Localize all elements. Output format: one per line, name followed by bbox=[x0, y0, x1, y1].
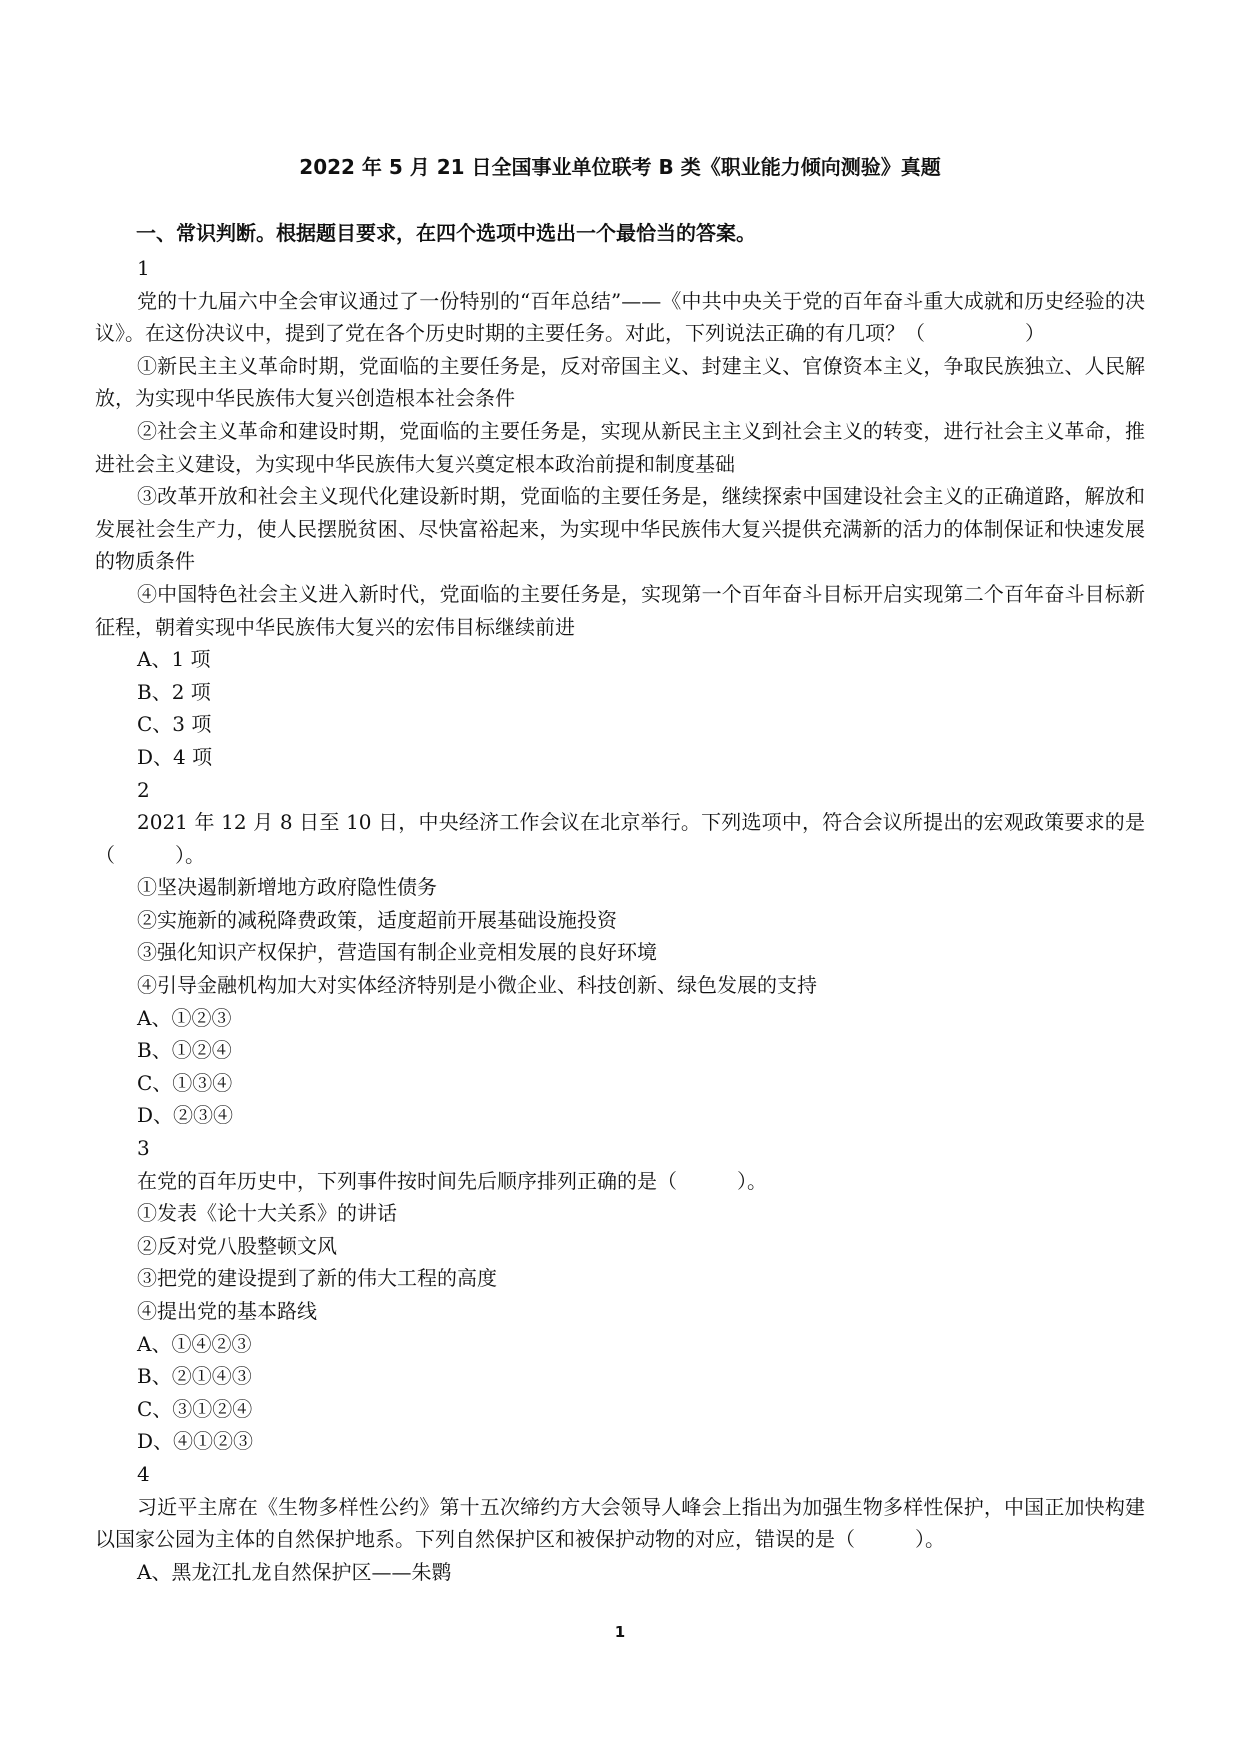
question-stem: 习近平主席在《生物多样性公约》第十五次缔约方大会领导人峰会上指出为加强生物多样性保护，中国正加快构建以国家公园为主体的自然保护地系。下列自然保护区和被保护动物的对应，错误的是（ ）。 bbox=[95, 1494, 1145, 1552]
page-title: 2022 年 5 月 21 日全国事业单位联考 B 类《职业能力倾向测验》真题 bbox=[299, 155, 941, 179]
answer-option: B、①②④ bbox=[137, 1038, 232, 1063]
question-block bbox=[95, 1458, 1145, 1588]
page-number: 1 bbox=[614, 1623, 626, 1641]
question-stem: 2021 年 12 月 8 日至 10 日，中央经济工作会议在北京举行。下列选项中，符合会议所提出的宏观政策要求的是（ ）。 bbox=[95, 810, 1145, 867]
statement-item: ④中国特色社会主义进入新时代，党面临的主要任务是，实现第一个百年奋斗目标开启实现第二个百年奋斗目标新征程，朝着实现中华民族伟大复兴的宏伟目标继续前进 bbox=[95, 581, 1145, 639]
question-block bbox=[95, 1132, 1145, 1458]
question-number: 3 bbox=[137, 1136, 150, 1161]
statement-item: ④提出党的基本路线 bbox=[137, 1299, 317, 1323]
statement-item: ②社会主义革命和建设时期，党面临的主要任务是，实现从新民主主义到社会主义的转变，进行社会主义革命，推进社会主义建设，为实现中华民族伟大复兴奠定根本政治前提和制度基础 bbox=[95, 418, 1145, 476]
answer-option: B、2 项 bbox=[137, 679, 211, 704]
question-block bbox=[95, 252, 1145, 774]
answer-option: D、②③④ bbox=[137, 1103, 234, 1128]
answer-option: C、③①②④ bbox=[137, 1396, 253, 1421]
statement-item: ②实施新的减税降费政策，适度超前开展基础设施投资 bbox=[137, 907, 617, 932]
statement-item: ①新民主主义革命时期，党面临的主要任务是，反对帝国主义、封建主义、官僚资本主义，争取民族独立、人民解放，为实现中华民族伟大复兴创造根本社会条件 bbox=[95, 353, 1145, 411]
answer-option: B、②①④③ bbox=[137, 1364, 252, 1389]
section-heading: 一、常识判断。根据题目要求，在四个选项中选出一个最恰当的答案。 bbox=[136, 221, 756, 245]
question-list bbox=[95, 252, 1145, 1588]
answer-option: A、①④②③ bbox=[137, 1331, 252, 1356]
answer-option: A、黑龙江扎龙自然保护区——朱鹮 bbox=[137, 1559, 452, 1584]
answer-option: A、1 项 bbox=[137, 647, 211, 672]
statement-item: ③改革开放和社会主义现代化建设新时期，党面临的主要任务是，继续探索中国建设社会主义的正确道路，解放和发展社会生产力，使人民摆脱贫困、尽快富裕起来，为实现中华民族伟大复兴提供充满新的活力的体制保证和快速发展的物质条件 bbox=[95, 484, 1145, 574]
statement-item: ④引导金融机构加大对实体经济特别是小微企业、科技创新、绿色发展的支持 bbox=[137, 973, 817, 998]
question-block bbox=[95, 774, 1145, 1133]
answer-option: D、④①②③ bbox=[137, 1429, 254, 1454]
answer-option: A、①②③ bbox=[137, 1005, 232, 1030]
question-number: 1 bbox=[137, 256, 150, 280]
statement-item: ①发表《论十大关系》的讲话 bbox=[137, 1201, 397, 1226]
question-number: 2 bbox=[137, 777, 150, 802]
answer-option: D、4 项 bbox=[137, 744, 213, 769]
statement-item: ①坚决遏制新增地方政府隐性债务 bbox=[137, 875, 437, 900]
answer-option: C、①③④ bbox=[137, 1070, 233, 1095]
question-stem: 在党的百年历史中，下列事件按时间先后顺序排列正确的是（ ）。 bbox=[137, 1168, 767, 1193]
answer-option: C、3 项 bbox=[137, 712, 212, 737]
statement-item: ③强化知识产权保护，营造国有制企业竞相发展的良好环境 bbox=[137, 940, 657, 965]
statement-item: ②反对党八股整顿文风 bbox=[137, 1233, 337, 1258]
question-number: 4 bbox=[137, 1461, 150, 1486]
statement-item: ③把党的建设提到了新的伟大工程的高度 bbox=[137, 1266, 497, 1291]
question-stem: 党的十九届六中全会审议通过了一份特别的“百年总结”——《中共中央关于党的百年奋斗重大成就和历史经验的决议》。在这份决议中，提到了党在各个历史时期的主要任务。对此，下列说法正确的有几项？（ ） bbox=[95, 288, 1145, 346]
